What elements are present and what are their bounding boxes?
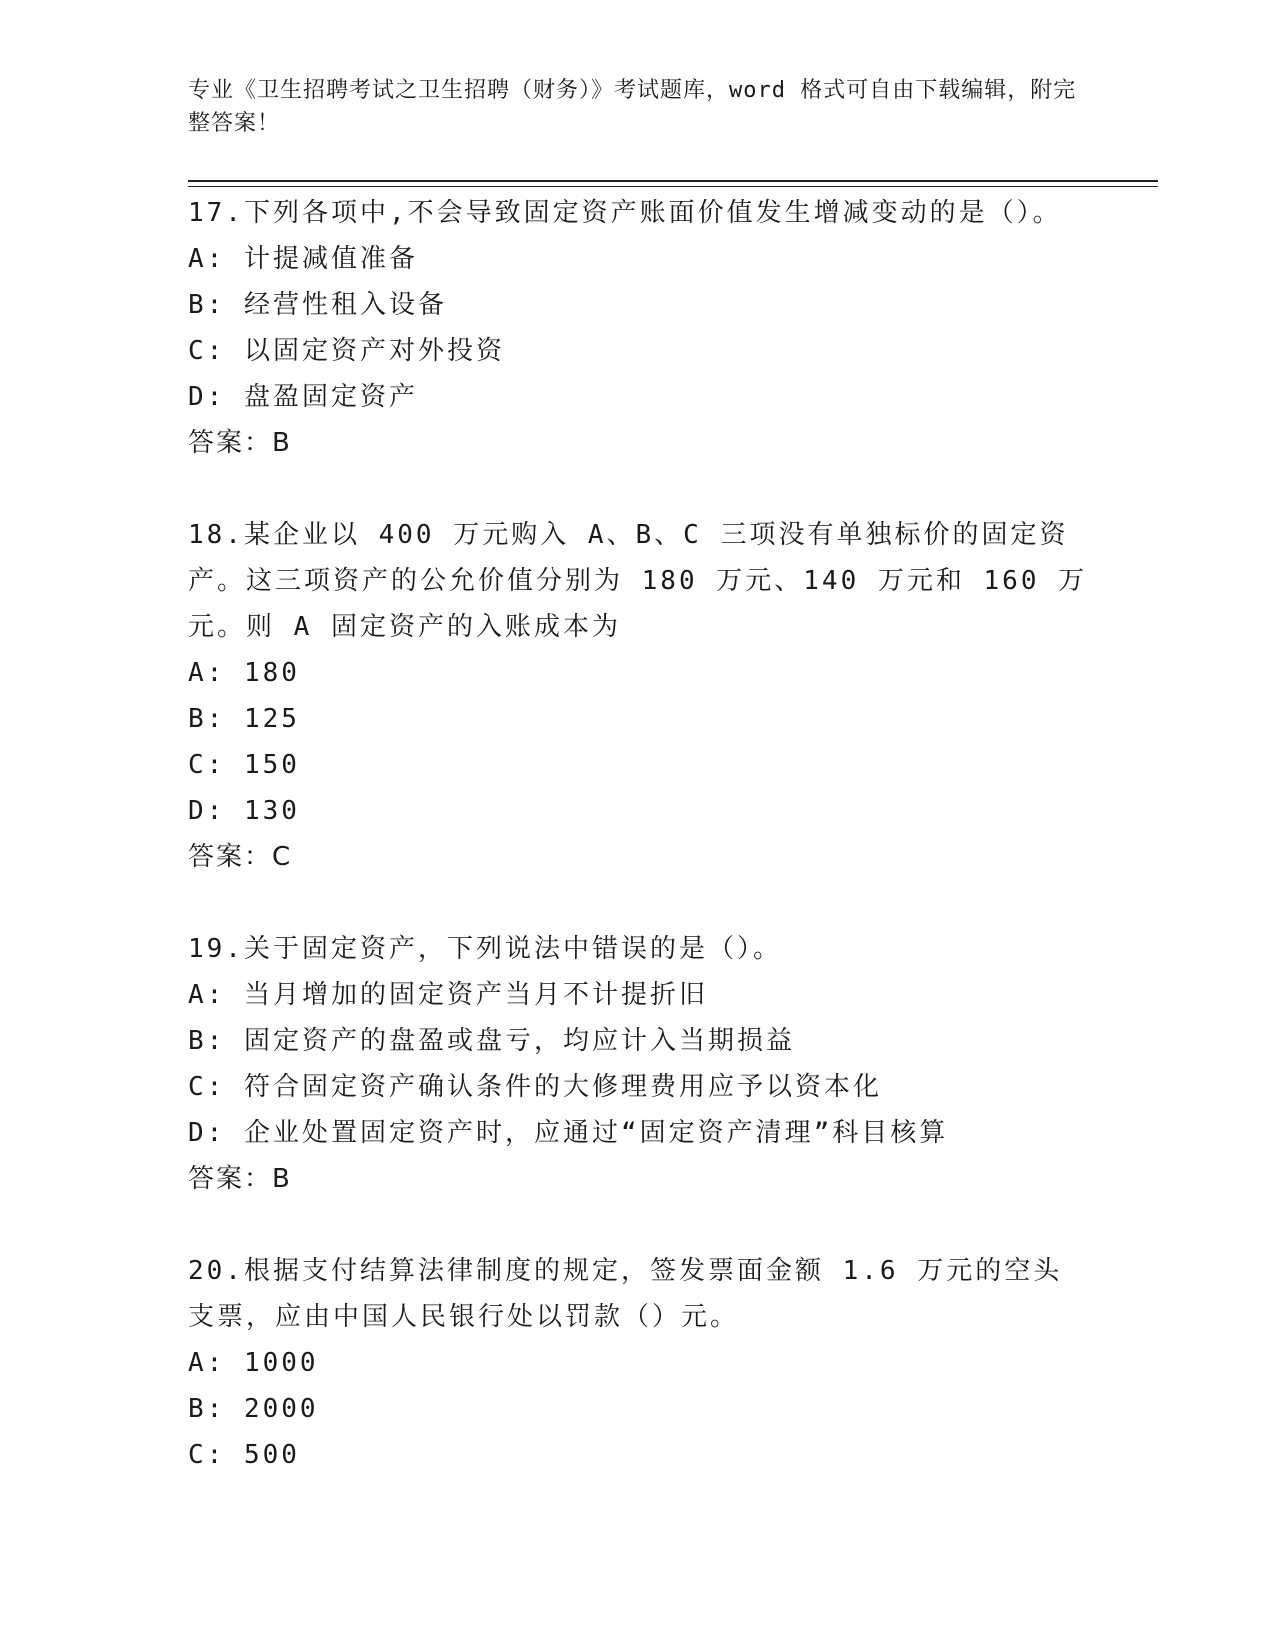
question-stem: 18.某企业以 400 万元购入 A、B、C 三项没有单独标价的固定资产。这三项资产的公允价值分别为 180 万元、140 万元和 160 万元。则 A 固定资产的入账成本为: [188, 520, 1088, 642]
option-b: B: 125: [188, 704, 300, 734]
option-a: A: 1000: [188, 1348, 319, 1378]
question-20: [188, 1248, 1088, 1478]
option-b: B: 2000: [188, 1394, 319, 1424]
option-d: D: 企业处置固定资产时，应通过“固定资产清理”科目核算: [188, 1118, 949, 1148]
question-stem: 20.根据支付结算法律制度的规定，签发票面金额 1.6 万元的空头支票，应由中国人民银行处以罚款（）元。: [188, 1256, 1063, 1332]
question-stem: 17.下列各项中,不会导致固定资产账面价值发生增减变动的是（）。: [188, 198, 1062, 228]
option-d: D: 130: [188, 796, 300, 826]
document-header: 专业《卫生招聘考试之卫生招聘（财务）》考试题库，word 格式可自由下载编辑，附完整答案！: [188, 78, 1077, 136]
option-c: C: 150: [188, 750, 300, 780]
option-c: C: 以固定资产对外投资: [188, 336, 505, 366]
option-c: C: 符合固定资产确认条件的大修理费用应予以资本化: [188, 1072, 882, 1102]
option-b: B: 经营性租入设备: [188, 290, 447, 320]
question-18: [188, 512, 1088, 880]
question-17: [188, 190, 1088, 466]
option-b: B: 固定资产的盘盈或盘亏，均应计入当期损益: [188, 1026, 795, 1056]
option-d: D: 盘盈固定资产: [188, 382, 418, 412]
answer: 答案：B: [188, 1164, 292, 1194]
answer: 答案：C: [188, 842, 293, 872]
question-19: [188, 926, 1088, 1202]
option-a: A: 当月增加的固定资产当月不计提折旧: [188, 980, 708, 1010]
option-a: A: 180: [188, 658, 300, 688]
answer: 答案：B: [188, 428, 292, 458]
question-list: [188, 190, 1088, 1524]
option-c: C: 500: [188, 1440, 300, 1470]
header-divider: [188, 180, 1158, 182]
header-divider-thin: [188, 186, 1158, 187]
option-a: A: 计提减值准备: [188, 244, 418, 274]
question-stem: 19.关于固定资产，下列说法中错误的是（）。: [188, 934, 782, 964]
